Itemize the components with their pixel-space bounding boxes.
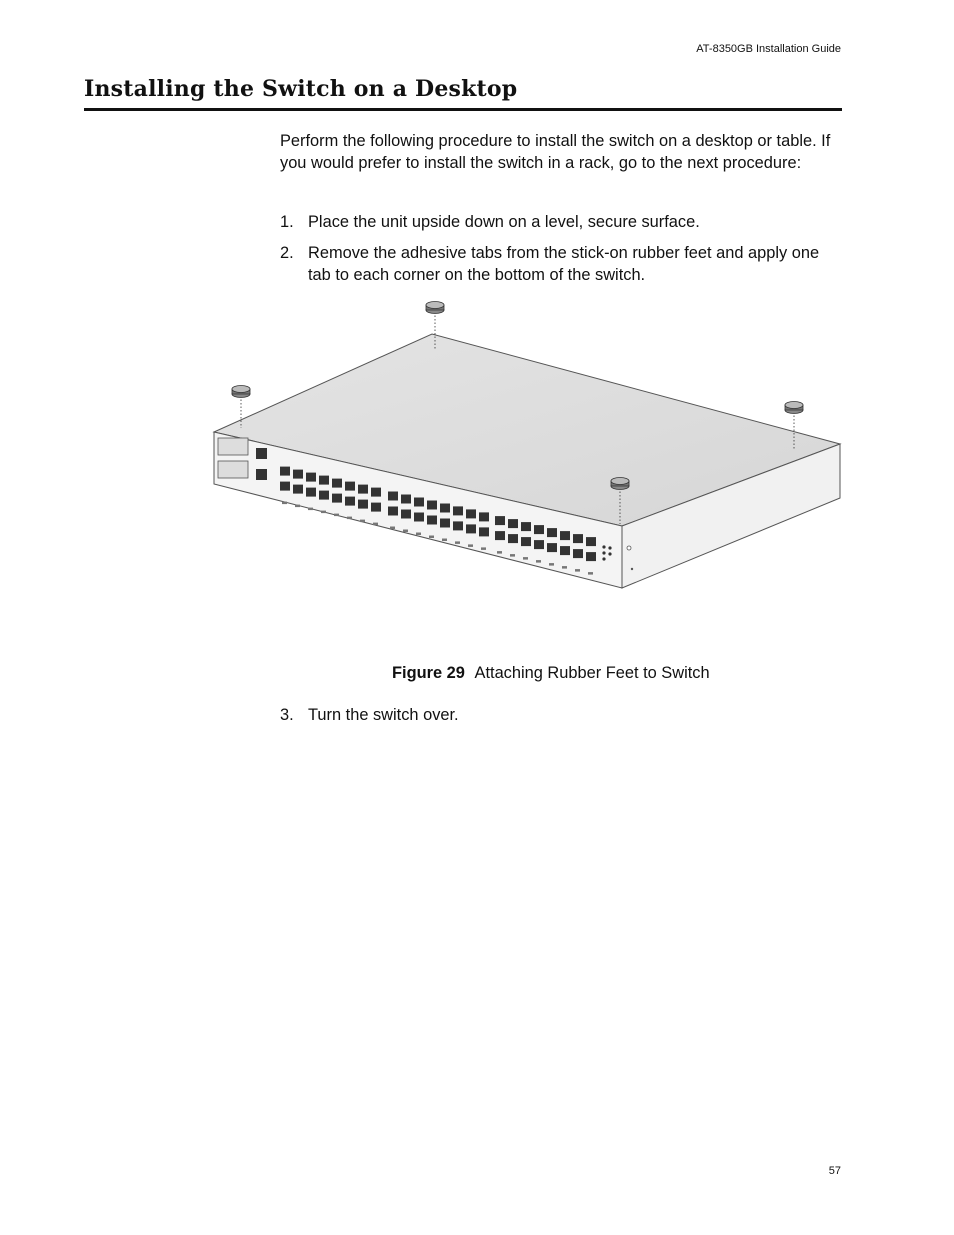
ethernet-port — [453, 521, 463, 530]
ethernet-port — [414, 498, 424, 507]
ethernet-port — [401, 510, 411, 519]
ethernet-port — [495, 531, 505, 540]
switch-with-rubber-feet-illustration — [208, 298, 848, 598]
intro-paragraph: Perform the following procedure to install the switch on a desktop or table. If you would prefer to install the switch in a rack, go to the next procedure: — [280, 132, 831, 172]
ethernet-port — [319, 491, 329, 500]
ethernet-port — [371, 488, 381, 497]
ethernet-port — [586, 537, 596, 546]
figure-illustration — [208, 298, 848, 603]
step-number: 3. — [280, 706, 294, 724]
ethernet-port — [388, 492, 398, 501]
ethernet-port — [586, 552, 596, 561]
ethernet-port — [521, 522, 531, 531]
port-led — [403, 530, 408, 533]
figure-caption — [392, 664, 710, 683]
title-rule — [84, 108, 842, 111]
ethernet-port — [440, 504, 450, 513]
port-led — [373, 523, 378, 526]
ethernet-port — [388, 507, 398, 516]
ethernet-port — [534, 525, 544, 534]
port-led — [588, 572, 593, 575]
side-screw — [631, 568, 633, 570]
ethernet-port — [293, 470, 303, 479]
ethernet-port — [319, 476, 329, 485]
step-text: Remove the adhesive tabs from the stick-on rubber feet and apply one tab to each corner on the bottom of the switch. — [308, 244, 820, 284]
port-led — [347, 517, 352, 520]
ethernet-port — [495, 516, 505, 525]
port-led — [334, 514, 339, 517]
port-led — [390, 527, 395, 530]
step-number: 1. — [280, 213, 294, 231]
ethernet-port — [401, 495, 411, 504]
port-led — [523, 557, 528, 560]
step-text: Turn the switch over. — [308, 706, 459, 724]
port-led — [295, 505, 300, 508]
ethernet-port — [280, 482, 290, 491]
ethernet-port — [427, 516, 437, 525]
ethernet-port — [371, 503, 381, 512]
port-led — [510, 554, 515, 557]
ethernet-port — [358, 485, 368, 494]
ethernet-port — [534, 540, 544, 549]
ethernet-port — [345, 482, 355, 491]
port-led — [481, 547, 486, 550]
port-led — [282, 502, 287, 505]
ethernet-port — [560, 531, 570, 540]
step-text: Place the unit upside down on a level, secure surface. — [308, 213, 700, 231]
ethernet-port — [358, 500, 368, 509]
port-led — [455, 541, 460, 544]
port-led — [442, 539, 447, 542]
port-led — [416, 533, 421, 536]
ethernet-port — [508, 519, 518, 528]
ethernet-port — [453, 506, 463, 515]
port-led — [321, 511, 326, 513]
ethernet-port — [573, 549, 583, 558]
ethernet-port — [479, 512, 489, 521]
ethernet-port — [547, 528, 557, 537]
ethernet-port — [332, 494, 342, 503]
figure-caption-text: Attaching Rubber Feet to Switch — [474, 664, 710, 682]
ethernet-port — [479, 527, 489, 536]
ethernet-port — [306, 473, 316, 482]
ethernet-port — [414, 513, 424, 522]
step-number: 2. — [280, 244, 294, 262]
ethernet-port — [547, 543, 557, 552]
port-led — [468, 544, 473, 547]
ethernet-port — [345, 497, 355, 506]
ethernet-port — [440, 519, 450, 528]
page-number: 57 — [828, 1165, 841, 1177]
port-led — [575, 569, 580, 572]
port-led — [308, 508, 313, 511]
port-led — [536, 560, 541, 563]
port-led — [360, 520, 365, 523]
step-1 — [280, 211, 840, 233]
ethernet-port — [280, 467, 290, 476]
section-title: Installing the Switch on a Desktop — [84, 76, 518, 102]
ethernet-port — [466, 524, 476, 533]
front-screw — [627, 546, 631, 550]
port-led — [549, 563, 554, 566]
ethernet-port — [573, 534, 583, 543]
step-2 — [280, 242, 840, 286]
ethernet-port — [293, 485, 303, 494]
ethernet-port — [427, 501, 437, 510]
ethernet-port — [560, 546, 570, 555]
step-3 — [280, 704, 840, 726]
ethernet-port — [521, 537, 531, 546]
ethernet-port — [508, 534, 518, 543]
running-header: AT-8350GB Installation Guide — [696, 43, 841, 55]
ethernet-port — [466, 509, 476, 518]
ethernet-port — [306, 488, 316, 497]
port-led — [429, 536, 434, 539]
ethernet-port — [332, 479, 342, 488]
figure-label: Figure 29 — [392, 664, 465, 682]
port-led — [497, 551, 502, 554]
port-led — [562, 566, 567, 569]
